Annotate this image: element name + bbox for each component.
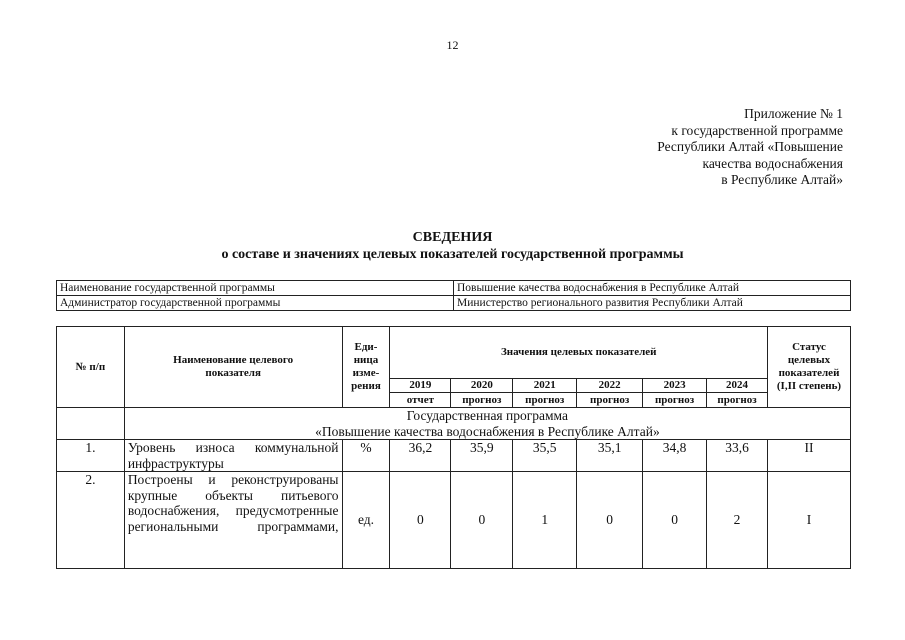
page-number: 12 [446, 38, 459, 52]
header-status: Статус целевых показателей (I,II степень) [767, 327, 850, 408]
appendix-line: качества водоснабжения [702, 155, 843, 171]
row-value: 35,1 [577, 440, 643, 472]
row-indicator-name: Построены и реконструированы крупные объекты питьевого водоснабжения, предусмотренные региональными программами, [124, 472, 342, 569]
title-subheading: о составе и значениях целевых показателей государственной программы [221, 247, 684, 262]
row-value: 1 [513, 472, 577, 569]
indicators-table [56, 326, 851, 569]
row-unit: % [342, 440, 390, 472]
row-value: 0 [643, 472, 707, 569]
year-type-cell: отчет [390, 393, 451, 408]
header-row [57, 327, 851, 379]
header-name: Наименование целевого показателя [124, 327, 342, 408]
info-label: Администратор государственной программы [57, 296, 454, 311]
row-num: 2. [57, 472, 125, 569]
appendix-line: Республики Алтай «Повышение [657, 139, 843, 154]
appendix-line: к государственной программе [671, 122, 843, 138]
table-row [57, 440, 851, 472]
row-value: 33,6 [707, 440, 768, 472]
row-value: 0 [390, 472, 451, 569]
year-cell: 2024 [707, 378, 768, 393]
info-label: Наименование государственной программы [57, 281, 454, 296]
appendix-line: Приложение № 1 [744, 106, 843, 121]
program-line: Государственная программа [406, 408, 569, 423]
info-row [57, 281, 851, 296]
info-value: Повышение качества водоснабжения в Республике Алтай [454, 281, 851, 296]
header-num: № п/п [57, 327, 125, 408]
row-indicator-name: Уровень износа коммунальной инфраструктуры [124, 440, 342, 472]
row-value: 36,2 [390, 440, 451, 472]
program-info-table [56, 280, 851, 311]
row-unit: ед. [342, 472, 390, 569]
row-value: 2 [707, 472, 768, 569]
header-values: Значения целевых показателей [390, 327, 768, 379]
year-cell: 2019 [390, 378, 451, 393]
year-type-cell: прогноз [577, 393, 643, 408]
program-name-cell [124, 408, 850, 440]
year-type-cell: прогноз [451, 393, 513, 408]
header-unit: Еди-ница изме-рения [342, 327, 390, 408]
info-row [57, 296, 851, 311]
appendix-note [657, 106, 843, 189]
table-row [57, 472, 851, 569]
program-row [57, 408, 851, 440]
document-title [0, 229, 905, 263]
year-cell: 2023 [643, 378, 707, 393]
row-status: II [767, 440, 850, 472]
row-value: 0 [451, 472, 513, 569]
row-status: I [767, 472, 850, 569]
program-line: «Повышение качества водоснабжения в Республике Алтай» [315, 423, 660, 439]
year-cell: 2022 [577, 378, 643, 393]
title-heading: СВЕДЕНИЯ [412, 230, 493, 245]
year-cell: 2021 [513, 378, 577, 393]
row-value: 34,8 [643, 440, 707, 472]
year-type-cell: прогноз [513, 393, 577, 408]
row-value: 35,5 [513, 440, 577, 472]
row-value: 0 [577, 472, 643, 569]
appendix-line: в Республике Алтай» [721, 172, 843, 187]
program-num-cell [57, 408, 125, 440]
info-value: Министерство регионального развития Республики Алтай [454, 296, 851, 311]
year-type-cell: прогноз [707, 393, 768, 408]
year-cell: 2020 [451, 378, 513, 393]
row-num: 1. [57, 440, 125, 472]
year-type-cell: прогноз [643, 393, 707, 408]
row-value: 35,9 [451, 440, 513, 472]
